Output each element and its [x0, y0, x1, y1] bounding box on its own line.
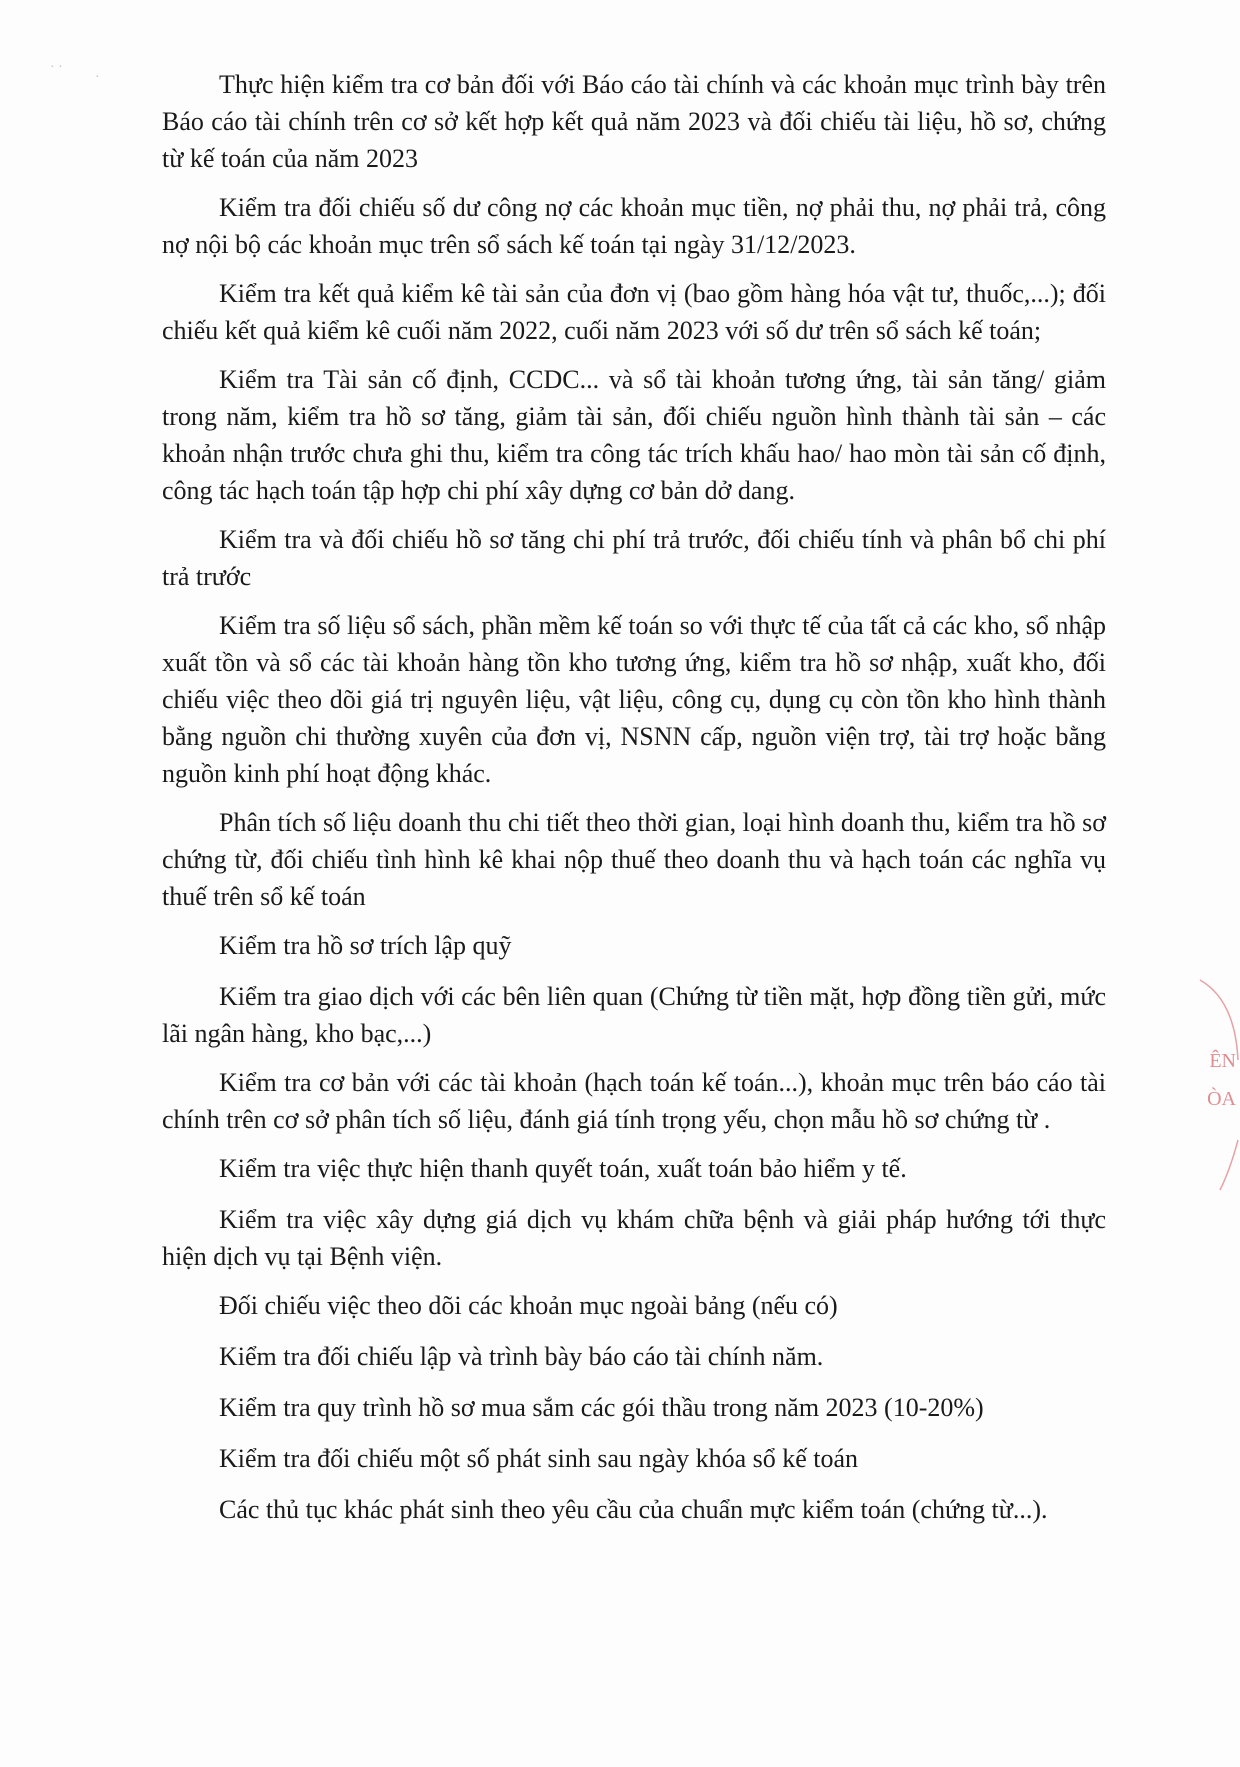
scan-speck: ·: [95, 70, 100, 85]
paragraph-5: Kiểm tra và đối chiếu hồ sơ tăng chi phí trả trước, đối chiếu tính và phân bổ chi phí trả trước: [162, 525, 1106, 591]
paragraph-2: Kiểm tra đối chiếu số dư công nợ các khoản mục tiền, nợ phải thu, nợ phải trả, công nợ nội bộ các khoản mục trên sổ sách kế toán tại ngày 31/12/2023.: [162, 193, 1106, 259]
paragraph-6: Kiểm tra số liệu sổ sách, phần mềm kế toán so với thực tế của tất cả các kho, sổ nhập xuất tồn và sổ các tài khoản hàng tồn kho tương ứng, kiểm tra hồ sơ nhập, xuất kho, đối chiếu việc theo dõi giá trị nguyên liệu, vật liệu, công cụ, dụng cụ còn tồn kho hình thành bằng nguồn chi thường xuyên của đơn vị, NSNN cấp, nguồn viện trợ, tài trợ hoặc bằng nguồn kinh phí hoạt động khác.: [162, 611, 1106, 788]
scan-speck: · ·: [50, 60, 63, 75]
paragraph-12: Kiểm tra việc xây dựng giá dịch vụ khám chữa bệnh và giải pháp hướng tới thực hiện dịch vụ tại Bệnh viện.: [162, 1205, 1106, 1271]
paragraph-4: Kiểm tra Tài sản cố định, CCDC... và sổ tài khoản tương ứng, tài sản tăng/ giảm trong năm, kiểm tra hồ sơ tăng, giảm tài sản, đối chiếu nguồn hình thành tài sản – các khoản nhận trước chưa ghi thu, kiểm tra công tác trích khấu hao/ hao mòn tài sản cố định, công tác hạch toán tập hợp chi phí xây dựng cơ bản dở dang.: [162, 365, 1106, 505]
paragraph-14: Kiểm tra đối chiếu lập và trình bày báo cáo tài chính năm.: [219, 1342, 824, 1371]
paragraph-15: Kiểm tra quy trình hồ sơ mua sắm các gói thầu trong năm 2023 (10-20%): [219, 1393, 984, 1422]
stamp-edge-text: ÒA: [1207, 1088, 1236, 1110]
paragraph-8: Kiểm tra hồ sơ trích lập quỹ: [219, 931, 512, 960]
paragraph-3: Kiểm tra kết quả kiểm kê tài sản của đơn vị (bao gồm hàng hóa vật tư, thuốc,...); đối chiếu kết quả kiểm kê cuối năm 2022, cuối năm 2023 với số dư trên sổ sách kế toán;: [162, 279, 1106, 345]
paragraph-11: Kiểm tra việc thực hiện thanh quyết toán, xuất toán bảo hiểm y tế.: [219, 1154, 907, 1183]
document-body: [162, 66, 1106, 1540]
paragraph-1: Thực hiện kiểm tra cơ bản đối với Báo cáo tài chính và các khoản mục trình bày trên Báo cáo tài chính trên cơ sở kết hợp kết quả năm 2023 và đối chiếu tài liệu, hồ sơ, chứng từ kế toán của năm 2023: [162, 70, 1106, 173]
paragraph-13: Đối chiếu việc theo dõi các khoản mục ngoài bảng (nếu có): [219, 1291, 838, 1320]
paragraph-7: Phân tích số liệu doanh thu chi tiết theo thời gian, loại hình doanh thu, kiểm tra hồ sơ chứng từ, đối chiếu tình hình kê khai nộp thuế theo doanh thu và hạch toán các nghĩa vụ thuế trên sổ kế toán: [162, 808, 1106, 911]
paragraph-16: Kiểm tra đối chiếu một số phát sinh sau ngày khóa sổ kế toán: [219, 1444, 859, 1473]
paragraph-17: Các thủ tục khác phát sinh theo yêu cầu của chuẩn mực kiểm toán (chứng từ...).: [219, 1495, 1048, 1524]
stamp-edge-text: ÊN: [1209, 1050, 1236, 1072]
paragraph-10: Kiểm tra cơ bản với các tài khoản (hạch toán kế toán...), khoản mục trên báo cáo tài chính trên cơ sở phân tích số liệu, đánh giá tính trọng yếu, chọn mẫu hồ sơ chứng từ .: [162, 1068, 1106, 1134]
paragraph-9: Kiểm tra giao dịch với các bên liên quan (Chứng từ tiền mặt, hợp đồng tiền gửi, mức lãi ngân hàng, kho bạc,...): [162, 982, 1106, 1048]
